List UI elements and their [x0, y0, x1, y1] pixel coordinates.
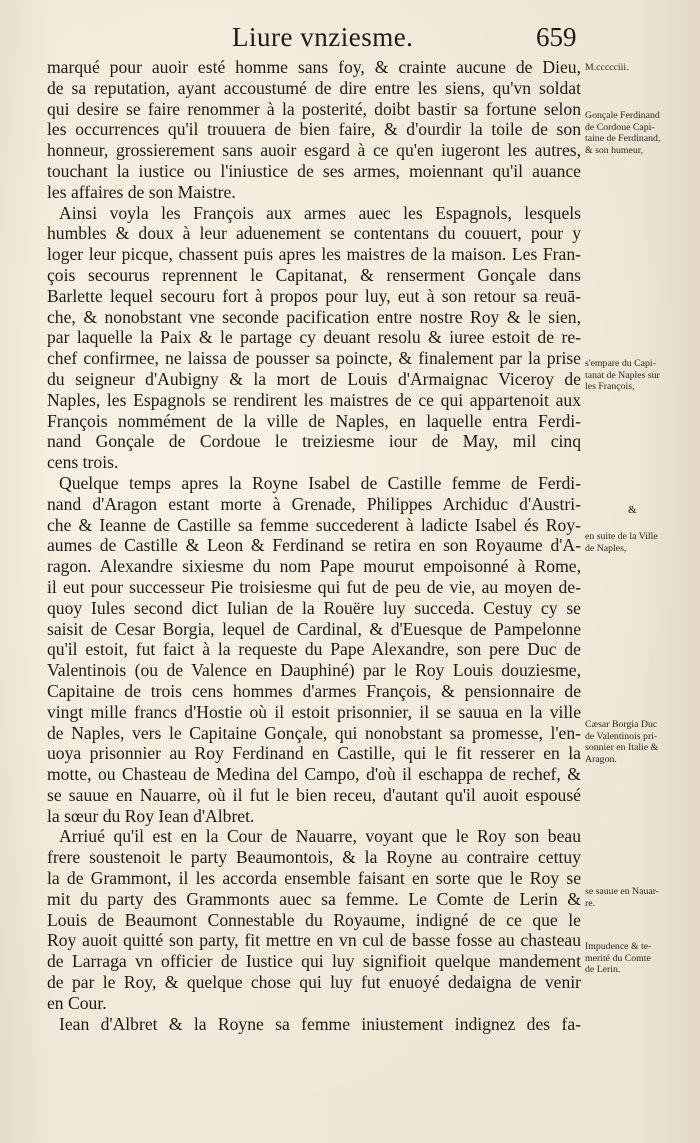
margin-note-line: & son humeur,	[585, 144, 644, 156]
text-line: chef confirmee, ne laissa de pousser sa poincte, & finalement par la prise	[47, 348, 581, 369]
margin-note-line: les François,	[585, 381, 635, 392]
text-line: ragon. Alexandre sixiesme du nom Pape mourut empoisonné à Rome,	[47, 556, 581, 577]
margin-note-line: Gonçale Ferdinand	[585, 110, 660, 121]
text-line: nand Gonçale de Cordoue le treiziesme iour de May, mil cinq	[47, 431, 581, 452]
text-line: Barlette lequel secouru fort à propos pour luy, eut à son retour sa reuā-	[47, 285, 581, 306]
text-line: frere soustenoit le party Beaumontois, & la Royne au contraire cettuy	[47, 847, 581, 868]
margin-note-line: de Valentinois pri-	[585, 730, 658, 742]
margin-note-line: Aragon.	[585, 753, 617, 765]
text-line: les occurrences qu'il trouuera de bien faire, & d'ourdir la toile de son	[47, 119, 581, 140]
text-line: çois secourus reprennent le Capitanat, & renserment Gonçale dans	[47, 264, 581, 285]
text-line: marqué pour auoir esté homme sans foy, & crainte aucune de Dieu,	[47, 57, 581, 77]
text-line: Capitaine de trois cens hommes d'armes François, & pensionnaire de	[47, 680, 581, 701]
text-line: de sa reputation, ayant accoustumé de dire entre les siens, qu'vn soldat	[47, 77, 581, 98]
margin-ampersand: &	[628, 504, 637, 516]
margin-note-line: Cæsar Borgia Duc	[585, 719, 658, 730]
text-line: honneur, grossierement sans auoir esgard à ce qu'en iugeront les autres,	[47, 140, 581, 161]
text-line: humbles & doux à leur aduenement se contentans du couuert, pour y	[47, 223, 581, 244]
margin-note-line: merité du Comte	[585, 952, 651, 964]
text-line: mit du party des Grammonts auec sa femme. Le Comte de Lerin &	[47, 888, 581, 909]
margin-note-gonsalve	[585, 110, 697, 156]
text-line: motte, ou Chasteau de Medina del Campo, d'où il eschappa de rechef, &	[47, 764, 581, 785]
text-line: de Larraga vn officier de Iustice qui luy signifioit quelque mandement	[47, 951, 581, 972]
page-number: 659	[536, 22, 577, 52]
text-line: Louis de Beaumont Connestable du Royaume, indigné de ce que le	[47, 909, 581, 930]
margin-note-lerin	[585, 941, 697, 976]
margin-note-year	[585, 62, 697, 74]
margin-note-line: tanat de Naples sur	[585, 369, 660, 381]
text-line: de Naples, vers le Capitaine Gonçale, qui nonobstant sa promesse, l'en-	[47, 722, 581, 743]
text-line: de par le Roy, & quelque chose qui luy fut enuoyé dedaigna de venir	[47, 972, 581, 993]
margin-note-line: de Cordoue Capi-	[585, 121, 655, 133]
margin-note-line: s'empare du Capi-	[585, 358, 656, 369]
text-line: Quelque temps apres la Royne Isabel de Castille femme de Ferdi-	[59, 472, 581, 493]
text-line: la de Grammont, il les accorda ensemble faisant en sorte que le Roy se	[47, 868, 581, 889]
margin-note-navarre	[585, 886, 697, 909]
margin-note-line: se sauue en Nauar-	[585, 886, 660, 897]
text-line: par laquelle la Paix & le partage cy deuant resolu & iuree estoit de re-	[47, 327, 581, 348]
text-line: che & Ieanne de Castille sa femme succederent à ladicte Isabel és Roy-	[47, 514, 581, 535]
text-line: Ainsi voyla les François aux armes auec les Espagnols, lesquels	[59, 202, 581, 223]
margin-note-line: taine de Ferdinand,	[585, 133, 661, 144]
text-line: loger leur picque, chassent puis apres les maistres de la maison. Les Fran-	[47, 244, 581, 265]
margin-note-line: re.	[585, 897, 596, 909]
margin-note-line: Impudence & te-	[585, 941, 652, 952]
text-line: touchant la iustice ou l'iniustice de ses armes, moiennant qu'il auance	[47, 160, 581, 181]
margin-note-line: M.ccccciii.	[585, 62, 629, 73]
text-line: cens trois.	[47, 452, 119, 473]
text-line: che, & nonobstant vne seconde pacification entre nostre Roy & le sien,	[47, 306, 581, 327]
margin-note-line: sonnier en Italie &	[585, 742, 659, 753]
text-line: nand d'Aragon estant morte à Grenade, Philippes Archiduc d'Austri-	[47, 493, 581, 514]
text-line: se sauue en Nauarre, où il fut le bien receu, d'autant qu'il auoit espousé	[47, 784, 581, 805]
margin-note-line: de Naples,	[585, 542, 627, 554]
text-line: il eut pour successeur Pie troisiesme qui fut de peu de vie, au moyen de-	[47, 576, 581, 597]
margin-note-borgia	[585, 719, 697, 765]
text-line: Iean d'Albret & la Royne sa femme iniustement indignez des fa-	[59, 1013, 581, 1034]
text-line: saisit de Cesar Borgia, lequel de Cardinal, & d'Euesque de Pampelonne	[47, 618, 581, 639]
page-header	[0, 22, 700, 62]
text-line: la sœur du Roy Iean d'Albret.	[47, 805, 255, 826]
body-text	[47, 57, 581, 1034]
text-line: Arriué qu'il est en la Cour de Nauarre, voyant que le Roy son beau	[59, 826, 581, 847]
text-line: du seigneur d'Aubigny & la mort de Louis d'Armaignac Viceroy de	[47, 368, 581, 389]
text-line: Naples, les Espagnols se rendirent les maistres de ce qui appartenoit aux	[47, 389, 581, 410]
margin-note-line: de Lerin.	[585, 964, 621, 975]
text-line: vingt mille francs d'Hostie où il estoit prisonnier, il se sauua en la ville	[47, 701, 581, 722]
margin-note-capitanat	[585, 358, 697, 393]
text-line: Roy auoit quitté son party, fit mettre en vn cul de basse fosse au chasteau	[47, 930, 581, 951]
text-line: uoya prisonnier au Roy Ferdinand en Castille, qui le fit resserer en la	[47, 743, 581, 764]
margin-note-naples	[585, 531, 697, 554]
text-line: Valentinois (ou de Valence en Dauphiné) par le Roy Louis douziesme,	[47, 660, 581, 681]
text-line: qu'il estoit, fut faict à la requeste du Pape Alexandre, son pere Duc de	[47, 639, 581, 660]
text-line: aumes de Castille & Leon & Ferdinand se retira en son Royaume d'A-	[47, 535, 581, 556]
text-line: François nommément de la ville de Naples, en laquelle entra Ferdi-	[47, 410, 581, 431]
text-line: qui desire se faire renommer à la posterité, doibt bastir sa fortune selon	[47, 98, 581, 119]
text-line: en Cour.	[47, 992, 107, 1013]
text-line: les affaires de son Maistre.	[47, 181, 236, 202]
text-line: quoy Iules second dict Iulian de la Rouëre luy succeda. Cestuy cy se	[47, 597, 581, 618]
running-title: Liure vnziesme.	[232, 22, 414, 52]
margin-note-line: en suite de la Ville	[585, 531, 658, 542]
